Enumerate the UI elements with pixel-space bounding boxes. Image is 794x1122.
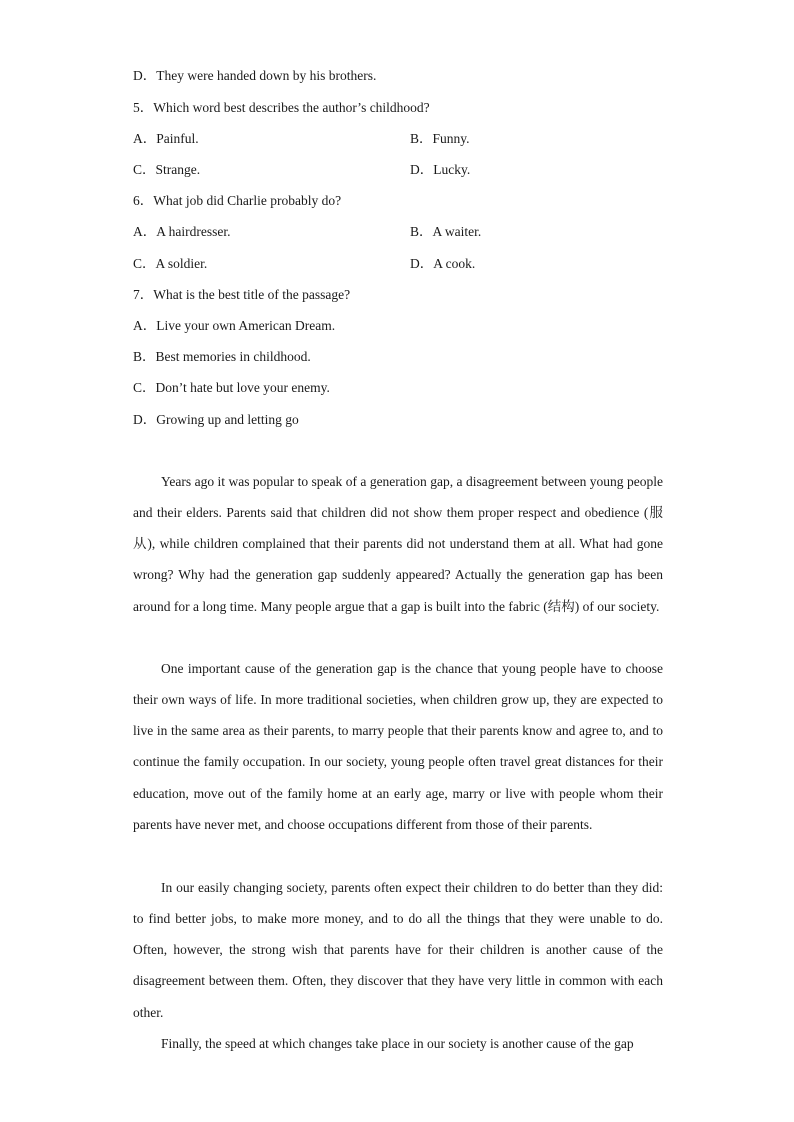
q6-option-d: D．A cook. bbox=[410, 256, 476, 271]
q6-stem: 6．What job did Charlie probably do? bbox=[133, 193, 342, 208]
passage-paragraph-3: In our easily changing society, parents often expect their children to do better than they did: to find better jobs, to make more money, and to do all the things that they were unable to do. Often, however, the strong wish that parents have for their children is another cause of the disagreement between them. Often, they discover that they have very little in common with each other. bbox=[133, 880, 663, 1020]
q4-option-d: D．They were handed down by his brothers. bbox=[133, 68, 377, 83]
q5-stem: 5．Which word best describes the author’s childhood? bbox=[133, 100, 430, 115]
q5-option-a: A．Painful. bbox=[133, 131, 199, 146]
passage-paragraph-2: One important cause of the generation gap is the chance that young people have to choose their own ways of life. In more traditional societies, when children grow up, they are expected to live in the same area as their parents, to marry people that their parents know and agree to, and to continue the family occupation. In our society, young people often travel great distances for their education, move out of the family home at an early age, marry or live with people whom their parents have never met, and choose occupations different from those of their parents. bbox=[133, 661, 663, 832]
q7-option-b: B．Best memories in childhood. bbox=[133, 349, 311, 364]
q5-option-c: C．Strange. bbox=[133, 162, 201, 177]
q7-option-a: A．Live your own American Dream. bbox=[133, 318, 336, 333]
q7-stem: 7．What is the best title of the passage? bbox=[133, 287, 351, 302]
q6-option-a: A．A hairdresser. bbox=[133, 224, 231, 239]
q6-option-c: C．A soldier. bbox=[133, 256, 208, 271]
q7-option-c: C．Don’t hate but love your enemy. bbox=[133, 380, 330, 395]
passage-paragraph-4: Finally, the speed at which changes take place in our society is another cause of the gap bbox=[161, 1036, 634, 1051]
q6-option-b: B．A waiter. bbox=[410, 224, 482, 239]
q5-option-b: B．Funny. bbox=[410, 131, 470, 146]
q5-option-d: D．Lucky. bbox=[410, 162, 471, 177]
passage-paragraph-1: Years ago it was popular to speak of a generation gap, a disagreement between young people and their elders. Parents said that children did not show them proper respect and obedience (服从), while children complained that their parents did not understand them at all. What had gone wrong? Why had the generation gap suddenly appeared? Actually the generation gap has been around for a long time. Many people argue that a gap is built into the fabric (结构) of our society. bbox=[133, 474, 663, 614]
q7-option-d: D．Growing up and letting go bbox=[133, 412, 299, 427]
